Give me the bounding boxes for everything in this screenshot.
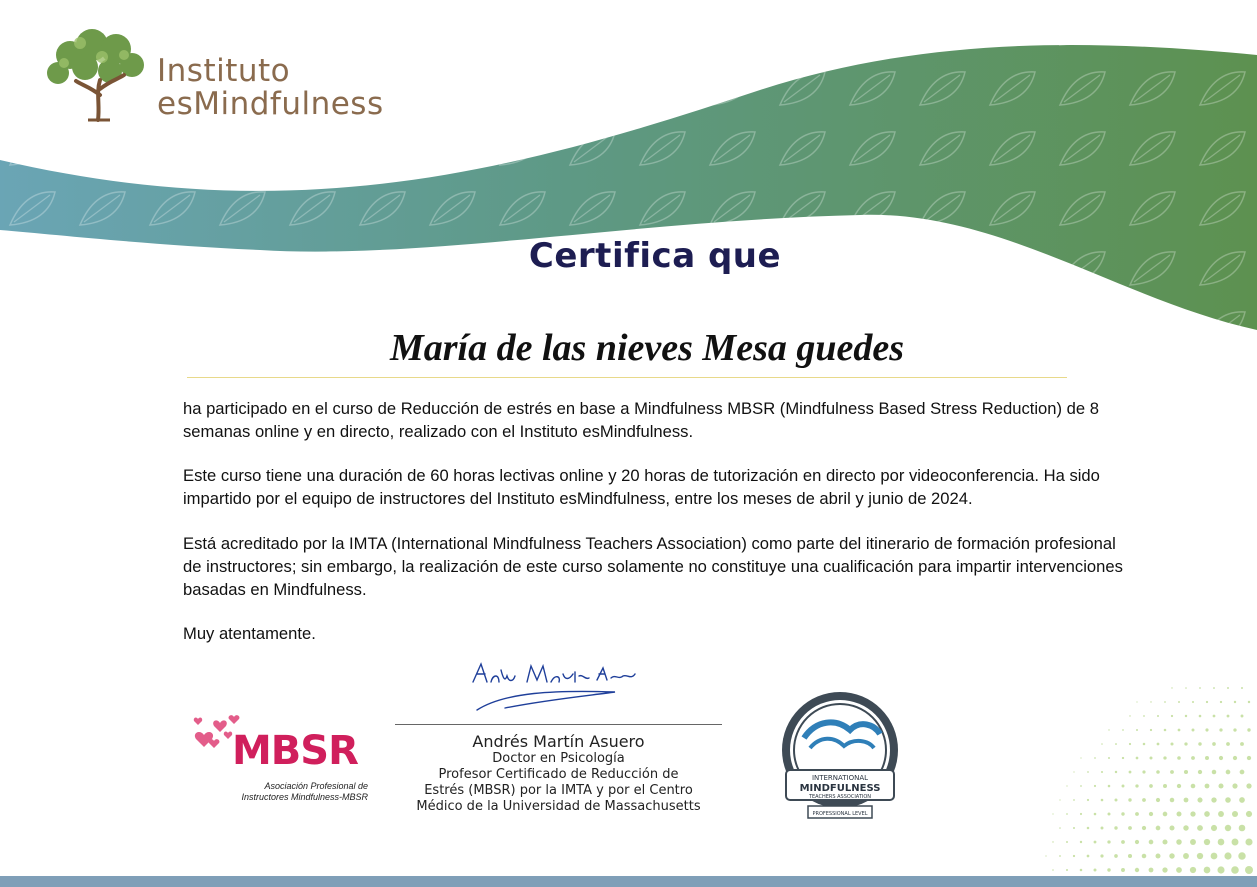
decor-dot [1245,866,1253,874]
decor-dot [1206,701,1208,703]
decor-dot [1233,756,1237,760]
decor-dot [1239,797,1245,803]
decor-dot [1080,813,1082,815]
decor-dot [1191,784,1196,789]
decor-dot [1066,813,1068,815]
decor-dot [1169,853,1174,858]
decor-dot [1240,770,1245,775]
decor-dot [1115,771,1117,773]
mbsr-subtitle-2: Instructores Mindfulness-MBSR [241,792,368,802]
decor-dot [1178,701,1180,703]
decor-dot [1197,853,1203,859]
decor-dot [1121,840,1125,844]
signer-block [395,732,722,815]
decor-dot [1157,715,1159,717]
decor-dot [1211,797,1216,802]
decor-dot [1205,784,1210,789]
decor-dot [1164,701,1166,703]
decor-dot [1149,868,1154,873]
decor-dot [1185,687,1187,689]
decor-dot [1248,701,1250,703]
decor-dot [1225,797,1231,803]
decor-dot [1059,855,1061,857]
decor-dot [1087,771,1089,773]
handwritten-signature [465,652,645,717]
decor-dot [1157,743,1160,746]
decor-dot [1170,798,1175,803]
decorative-dots [1010,680,1257,880]
badge-level: PROFESSIONAL LEVEL [812,811,868,817]
decor-dot [1142,770,1145,773]
decor-dot [1156,770,1160,774]
mbsr-logo-word: MBSR [232,728,358,774]
decor-dot [1204,867,1211,874]
decor-dot [1234,701,1236,703]
decor-dot [1142,826,1146,830]
decor-dot [1176,839,1182,845]
badge-line-3: TEACHERS ASSOCIATION [808,794,872,800]
decor-dot [1231,866,1239,874]
decor-dot [1232,839,1239,846]
decor-dot [1080,785,1082,787]
signer-title-4: Médico de la Universidad de Massachusetts [416,799,701,814]
decor-dot [1171,715,1173,717]
decor-dot [1114,826,1117,829]
decor-dot [1204,839,1210,845]
decor-dot [1184,742,1187,745]
decor-dot [1170,770,1174,774]
decor-dot [1149,784,1153,788]
decor-dot [1142,798,1146,802]
decor-dot [1170,742,1173,745]
decor-dot [1115,799,1118,802]
decor-dot [1135,868,1139,872]
decor-dot [1213,687,1215,689]
decor-dot [1163,784,1167,788]
decor-dot [1177,756,1181,760]
decor-dot [1128,854,1132,858]
decor-dot [1211,853,1218,860]
decor-dot [1135,812,1139,816]
decor-dot [1218,783,1223,788]
decor-dot [1150,729,1152,731]
certificate-heading: Certifica que [528,236,782,276]
decor-dot [1135,840,1139,844]
decor-dot [1121,812,1124,815]
decor-dot [1247,728,1250,731]
decor-dot [1108,757,1110,759]
decor-dot [1136,701,1137,702]
decor-dot [1100,854,1103,857]
decor-dot [1128,826,1132,830]
decor-dot [1164,729,1167,732]
decor-dot [1073,771,1074,772]
decor-dot [1052,869,1054,871]
decor-dot [1238,852,1245,859]
badge-line-2: MINDFULNESS [799,783,881,794]
decor-dot [1066,869,1068,871]
decor-dot [1205,756,1209,760]
decor-dot [1218,811,1224,817]
decor-dot [1225,825,1231,831]
decor-dot [1122,757,1124,759]
decor-dot [1211,825,1217,831]
decor-dot [1226,742,1230,746]
decor-dot [1241,715,1244,718]
decor-dot [1059,799,1060,800]
decor-dot [1183,825,1188,830]
decor-dot [1143,715,1145,717]
decor-dot [1135,784,1138,787]
decor-dot [1122,785,1125,788]
decor-dot [1094,785,1096,787]
decor-dot [1143,743,1146,746]
paragraph-participation: ha participado en el curso de Reducción de estrés en base a Mindfulness MBSR (Mindfulness Based Stress Reduction) de 8 semanas online y en directo, realizado con el Instituto esMindfulness. [183,399,1099,441]
decor-dot [1246,783,1251,788]
decor-dot [1197,797,1202,802]
institute-logo [157,53,384,122]
decor-dot [1232,783,1237,788]
decor-dot [1226,770,1231,775]
decor-dot [1101,799,1104,802]
signer-title-1: Doctor en Psicología [492,751,625,766]
decor-dot [1121,868,1125,872]
decor-dot [1163,756,1166,759]
decor-dot [1066,841,1068,843]
decor-dot [1245,838,1252,845]
recipient-name: María de las nieves Mesa guedes [389,327,905,369]
decor-dot [1205,728,1208,731]
decor-dot [1094,841,1097,844]
decor-dot [1232,811,1238,817]
decor-dot [1101,827,1104,830]
decor-dot [1080,841,1082,843]
decor-dot [1101,771,1103,773]
name-underline [187,377,1067,378]
decor-dot [1107,840,1110,843]
decor-dot [1115,743,1117,745]
decor-dot [1176,867,1182,873]
paragraph-accreditation: Está acreditado por la IMTA (International Mindfulness Teachers Association) como parte del itinerario de formación profesional de instructores; sin embargo, la realización de este curso solamente no constituye una cualificación para impartir intervenciones basadas en Mindfulness. [183,534,1123,599]
decor-dot [1149,840,1154,845]
mbsr-subtitle-1: Asociación Profesional de [264,781,368,791]
closing-text: Muy atentamente. [183,624,316,643]
signer-title-3: Estrés (MBSR) por la IMTA y por el Centro [424,783,693,798]
decor-dot [1066,785,1067,786]
decor-dot [1227,715,1230,718]
decor-dot [1177,784,1181,788]
decor-dot [1052,841,1053,842]
decor-dot [1080,869,1083,872]
decor-dot [1219,728,1222,731]
decor-dot [1246,811,1252,817]
decor-dot [1162,867,1167,872]
decor-dot [1087,855,1090,858]
decor-dot [1073,855,1075,857]
decor-dot [1045,855,1046,856]
decor-dot [1220,701,1222,703]
decor-dot [1191,756,1195,760]
decor-dot [1080,757,1081,758]
decor-dot [1198,770,1202,774]
decor-dot [1212,770,1217,775]
logo-line-2: esMindfulness [157,86,384,122]
decor-dot [1128,798,1131,801]
decor-dot [1247,756,1251,760]
decor-dot [1149,812,1153,816]
decor-dot [1198,742,1201,745]
decor-dot [1108,785,1111,788]
decor-dot [1239,825,1246,832]
decor-dot [1233,728,1236,731]
decor-dot [1177,812,1182,817]
decor-dot [1142,854,1147,859]
imta-badge [776,690,904,825]
decor-dot [1199,715,1202,718]
decor-dot [1171,687,1172,688]
decor-dot [1213,715,1216,718]
decor-dot [1149,756,1152,759]
decor-dot [1101,743,1103,745]
decor-dot [1073,799,1075,801]
decor-dot [1169,825,1174,830]
decor-dot [1059,827,1061,829]
decor-dot [1163,812,1168,817]
decor-dot [1155,853,1160,858]
decor-dot [1052,813,1053,814]
decor-dot [1185,715,1187,717]
bottom-bar [0,876,1257,887]
decor-dot [1241,687,1243,689]
decor-dot [1218,839,1225,846]
decor-dot [1197,825,1203,831]
signer-name: Andrés Martín Asuero [472,732,645,751]
paragraph-duration: Este curso tiene una duración de 60 horas lectivas online y 20 horas de tutorización en directo por videoconferencia. Ha sido impartido por el equipo de instructores del Instituto esMindfulness, entre los meses de abril y junio de 2024. [183,466,1100,508]
decor-dot [1199,687,1201,689]
decor-dot [1122,729,1124,731]
decor-dot [1178,729,1181,732]
decor-dot [1129,715,1130,716]
decor-dot [1192,701,1194,703]
decor-dot [1108,729,1109,730]
decor-dot [1217,866,1224,873]
decor-dot [1073,827,1075,829]
decor-dot [1156,798,1160,802]
decor-dot [1108,813,1111,816]
decor-dot [1087,799,1089,801]
decor-dot [1224,852,1231,859]
decor-dot [1150,701,1151,702]
decor-dot [1219,756,1223,760]
mbsr-logo-subtitle [228,781,368,803]
decor-dot [1190,867,1196,873]
decor-dot [1114,854,1118,858]
tree-icon [40,25,155,125]
decor-dot [1129,771,1132,774]
decor-dot [1190,811,1195,816]
decor-dot [1184,798,1189,803]
decor-dot [1192,729,1195,732]
decor-dot [1227,687,1229,689]
decor-dot [1094,813,1097,816]
decor-dot [1136,757,1139,760]
signer-title-2: Profesor Certificado de Reducción de [438,767,679,782]
decor-dot [1107,868,1110,871]
decor-dot [1162,839,1167,844]
decor-dot [1156,826,1161,831]
decor-dot [1183,853,1189,859]
badge-line-1: INTERNATIONAL [811,774,869,782]
signature-line [395,724,722,725]
decor-dot [1184,770,1188,774]
decor-dot [1094,869,1097,872]
decor-dot [1190,839,1196,845]
decor-dot [1094,757,1096,759]
decor-dot [1129,743,1131,745]
decor-dot [1204,811,1210,817]
decor-dot [1087,827,1090,830]
decor-dot [1240,742,1244,746]
decor-dot [1212,742,1216,746]
logo-line-1: Instituto [157,53,291,89]
decor-dot [1136,729,1138,731]
